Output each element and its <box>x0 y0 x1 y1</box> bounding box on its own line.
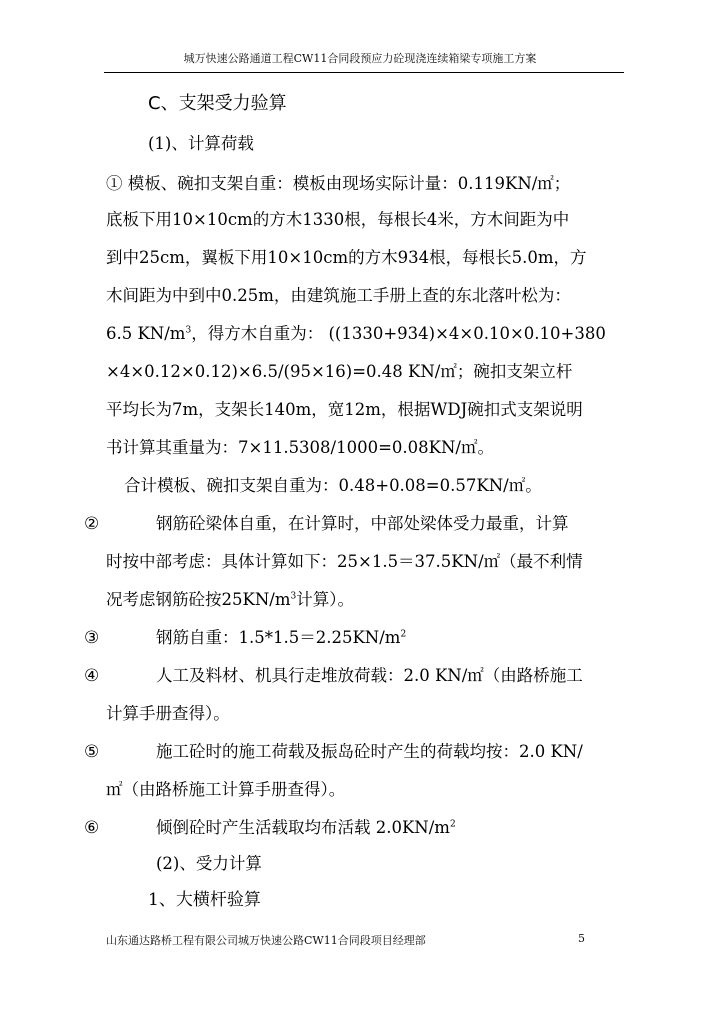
item1-text-5b: ，得方木自重为： ((1330+934)×4×0.10×0.10+380 <box>191 324 606 343</box>
item3-line <box>156 626 406 650</box>
item5-line-2: ㎡（由路桥施工计算手册查得）。 <box>106 780 346 799</box>
item2-line-3 <box>106 588 354 612</box>
item6-marker: ⑥ <box>84 818 100 838</box>
item2-marker: ② <box>84 514 100 534</box>
item4-line-1: 人工及料材、机具行走堆放荷载：2.0 KN/㎡（由路桥施工 <box>156 666 583 685</box>
page-number: 5 <box>578 932 585 945</box>
section-title: C、支架受力验算 <box>148 93 287 114</box>
item2-text-3a: 况考虑钢筋砼按25KN/m <box>106 590 291 609</box>
item1-total: 合计模板、碗扣支架自重为：0.48+0.08=0.57KN/㎡。 <box>124 476 542 495</box>
item1-line-7: 平均长为7m，支架长140m，宽12m，根据WDJ碗扣式支架说明 <box>106 400 583 419</box>
item1-marker: ① <box>106 174 123 193</box>
item5-marker: ⑤ <box>84 742 100 762</box>
item1-line-1 <box>106 172 570 196</box>
item1-line-8: 书计算其重量为：7×11.5308/1000=0.08KN/㎡。 <box>106 438 494 457</box>
item3-sup: 2 <box>400 629 407 640</box>
item5-line-1: 施工砼时的施工荷载及振岛砼时产生的荷载均按：2.0 KN/ <box>156 742 583 761</box>
item3-marker: ③ <box>84 628 100 648</box>
header-rule <box>104 72 624 73</box>
item6-sup: 2 <box>449 819 456 830</box>
item1-sup: 3 <box>185 325 192 336</box>
item1-line-3: 到中25cm，翼板下用10×10cm的方木934根，每根长5.0m，方 <box>106 248 587 267</box>
item1-line-6: ×4×0.12×0.12)×6.5/(95×16)=0.48 KN/㎡；碗扣支架立杆 <box>106 362 573 381</box>
item4-line-2: 计算手册查得）。 <box>106 704 230 723</box>
running-header: 城万快速公路通道工程CW11合同段预应力砼现浇连续箱梁专项施工方案 <box>183 52 537 65</box>
item1-line-2: 底板下用10×10cm的方木1330根，每根长4米，方木间距为中 <box>106 210 570 229</box>
item1-line-5 <box>106 322 606 346</box>
subsection-beam-check: 1、大横杆验算 <box>148 890 261 910</box>
footer-text: 山东通达路桥工程有限公司城万快速公路CW11合同段项目经理部 <box>106 934 426 947</box>
item3-text: 钢筋自重：1.5*1.5＝2.25KN/m <box>156 628 401 647</box>
item6-text: 倾倒砼时产生活载取均布活载 2.0KN/m <box>156 818 450 837</box>
subsection-load: (1)、计算荷载 <box>148 134 254 153</box>
item1-text-1: 模板、碗扣支架自重：模板由现场实际计量：0.119KN/㎡； <box>127 174 571 193</box>
item2-sup: 3 <box>290 591 297 602</box>
subsection-force: (2)、受力计算 <box>156 854 262 873</box>
item2-line-2: 时按中部考虑：具体计算如下：25×1.5＝37.5KN/㎡（最不利情 <box>106 552 583 571</box>
item1-text-5a: 6.5 KN/m <box>106 324 186 343</box>
item1-line-4: 木间距为中到中0.25m，由建筑施工手册上查的东北落叶松为： <box>106 286 571 305</box>
item6-line <box>156 816 456 840</box>
item2-line-1: 钢筋砼梁体自重，在计算时，中部处梁体受力最重，计算 <box>156 514 569 533</box>
item2-text-3b: 计算）。 <box>296 590 354 609</box>
item4-marker: ④ <box>84 666 100 686</box>
